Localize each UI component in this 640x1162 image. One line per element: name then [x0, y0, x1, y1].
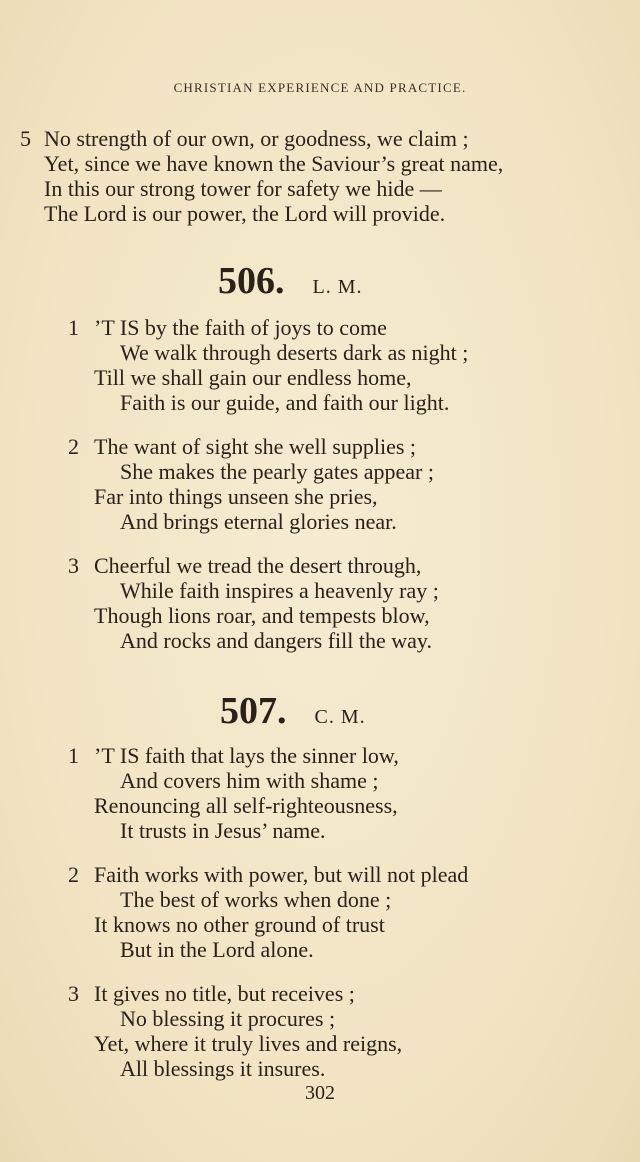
verse-line: But in the Lord alone.: [120, 937, 314, 962]
hymn-number: 507.: [220, 690, 287, 732]
verse-line: Though lions roar, and tempests blow,: [94, 603, 430, 628]
verse-line: Renouncing all self-righteousness,: [94, 793, 398, 818]
stanza-number: 3: [68, 981, 79, 1006]
stanza-number: 1: [68, 315, 79, 340]
verse-line: We walk through deserts dark as night ;: [120, 340, 469, 365]
verse-line: And covers him with shame ;: [120, 768, 379, 793]
verse-line: It trusts in Jesus’ name.: [120, 818, 326, 843]
verse-line: Cheerful we tread the desert through,: [94, 553, 422, 578]
verse-line: ’T IS by the faith of joys to come: [94, 315, 387, 340]
verse-line: In this our strong tower for safety we hide —: [44, 176, 442, 201]
page-number: 302: [305, 1082, 335, 1104]
verse-line: The best of works when done ;: [120, 887, 392, 912]
hymn-heading: [218, 262, 363, 300]
verse-line: Yet, since we have known the Saviour’s great name,: [44, 151, 504, 176]
hymn-meter: C. M.: [314, 706, 366, 728]
stanza-number: 5: [20, 126, 31, 151]
verse-line: It knows no other ground of trust: [94, 912, 385, 937]
verse-line: ’T IS faith that lays the sinner low,: [94, 743, 399, 768]
verse-line: The want of sight she well supplies ;: [94, 434, 417, 459]
verse-line: No strength of our own, or goodness, we claim ;: [44, 126, 469, 151]
verse-line: Faith works with power, but will not plead: [94, 862, 469, 887]
verse-line: And rocks and dangers fill the way.: [120, 628, 432, 653]
verse-line: The Lord is our power, the Lord will provide.: [44, 201, 446, 226]
stanza-number: 2: [68, 434, 79, 459]
verse-line: All blessings it insures.: [120, 1056, 326, 1081]
stanza-number: 3: [68, 553, 79, 578]
verse-line: She makes the pearly gates appear ;: [120, 459, 434, 484]
hymn-heading: [220, 692, 366, 730]
verse-line: Yet, where it truly lives and reigns,: [94, 1031, 403, 1056]
hymn-number: 506.: [218, 260, 285, 302]
verse-line: Far into things unseen she pries,: [94, 484, 378, 509]
verse-line: While faith inspires a heavenly ray ;: [120, 578, 439, 603]
stanza-number: 1: [68, 743, 79, 768]
hymn-meter: L. M.: [312, 276, 363, 298]
verse-line: No blessing it procures ;: [120, 1006, 336, 1031]
verse-line: And brings eternal glories near.: [120, 509, 397, 534]
verse-line: Faith is our guide, and faith our light.: [120, 390, 450, 415]
verse-line: Till we shall gain our endless home,: [94, 365, 412, 390]
running-head: CHRISTIAN EXPERIENCE AND PRACTICE.: [173, 80, 467, 95]
verse-line: It gives no title, but receives ;: [94, 981, 355, 1006]
stanza-number: 2: [68, 862, 79, 887]
